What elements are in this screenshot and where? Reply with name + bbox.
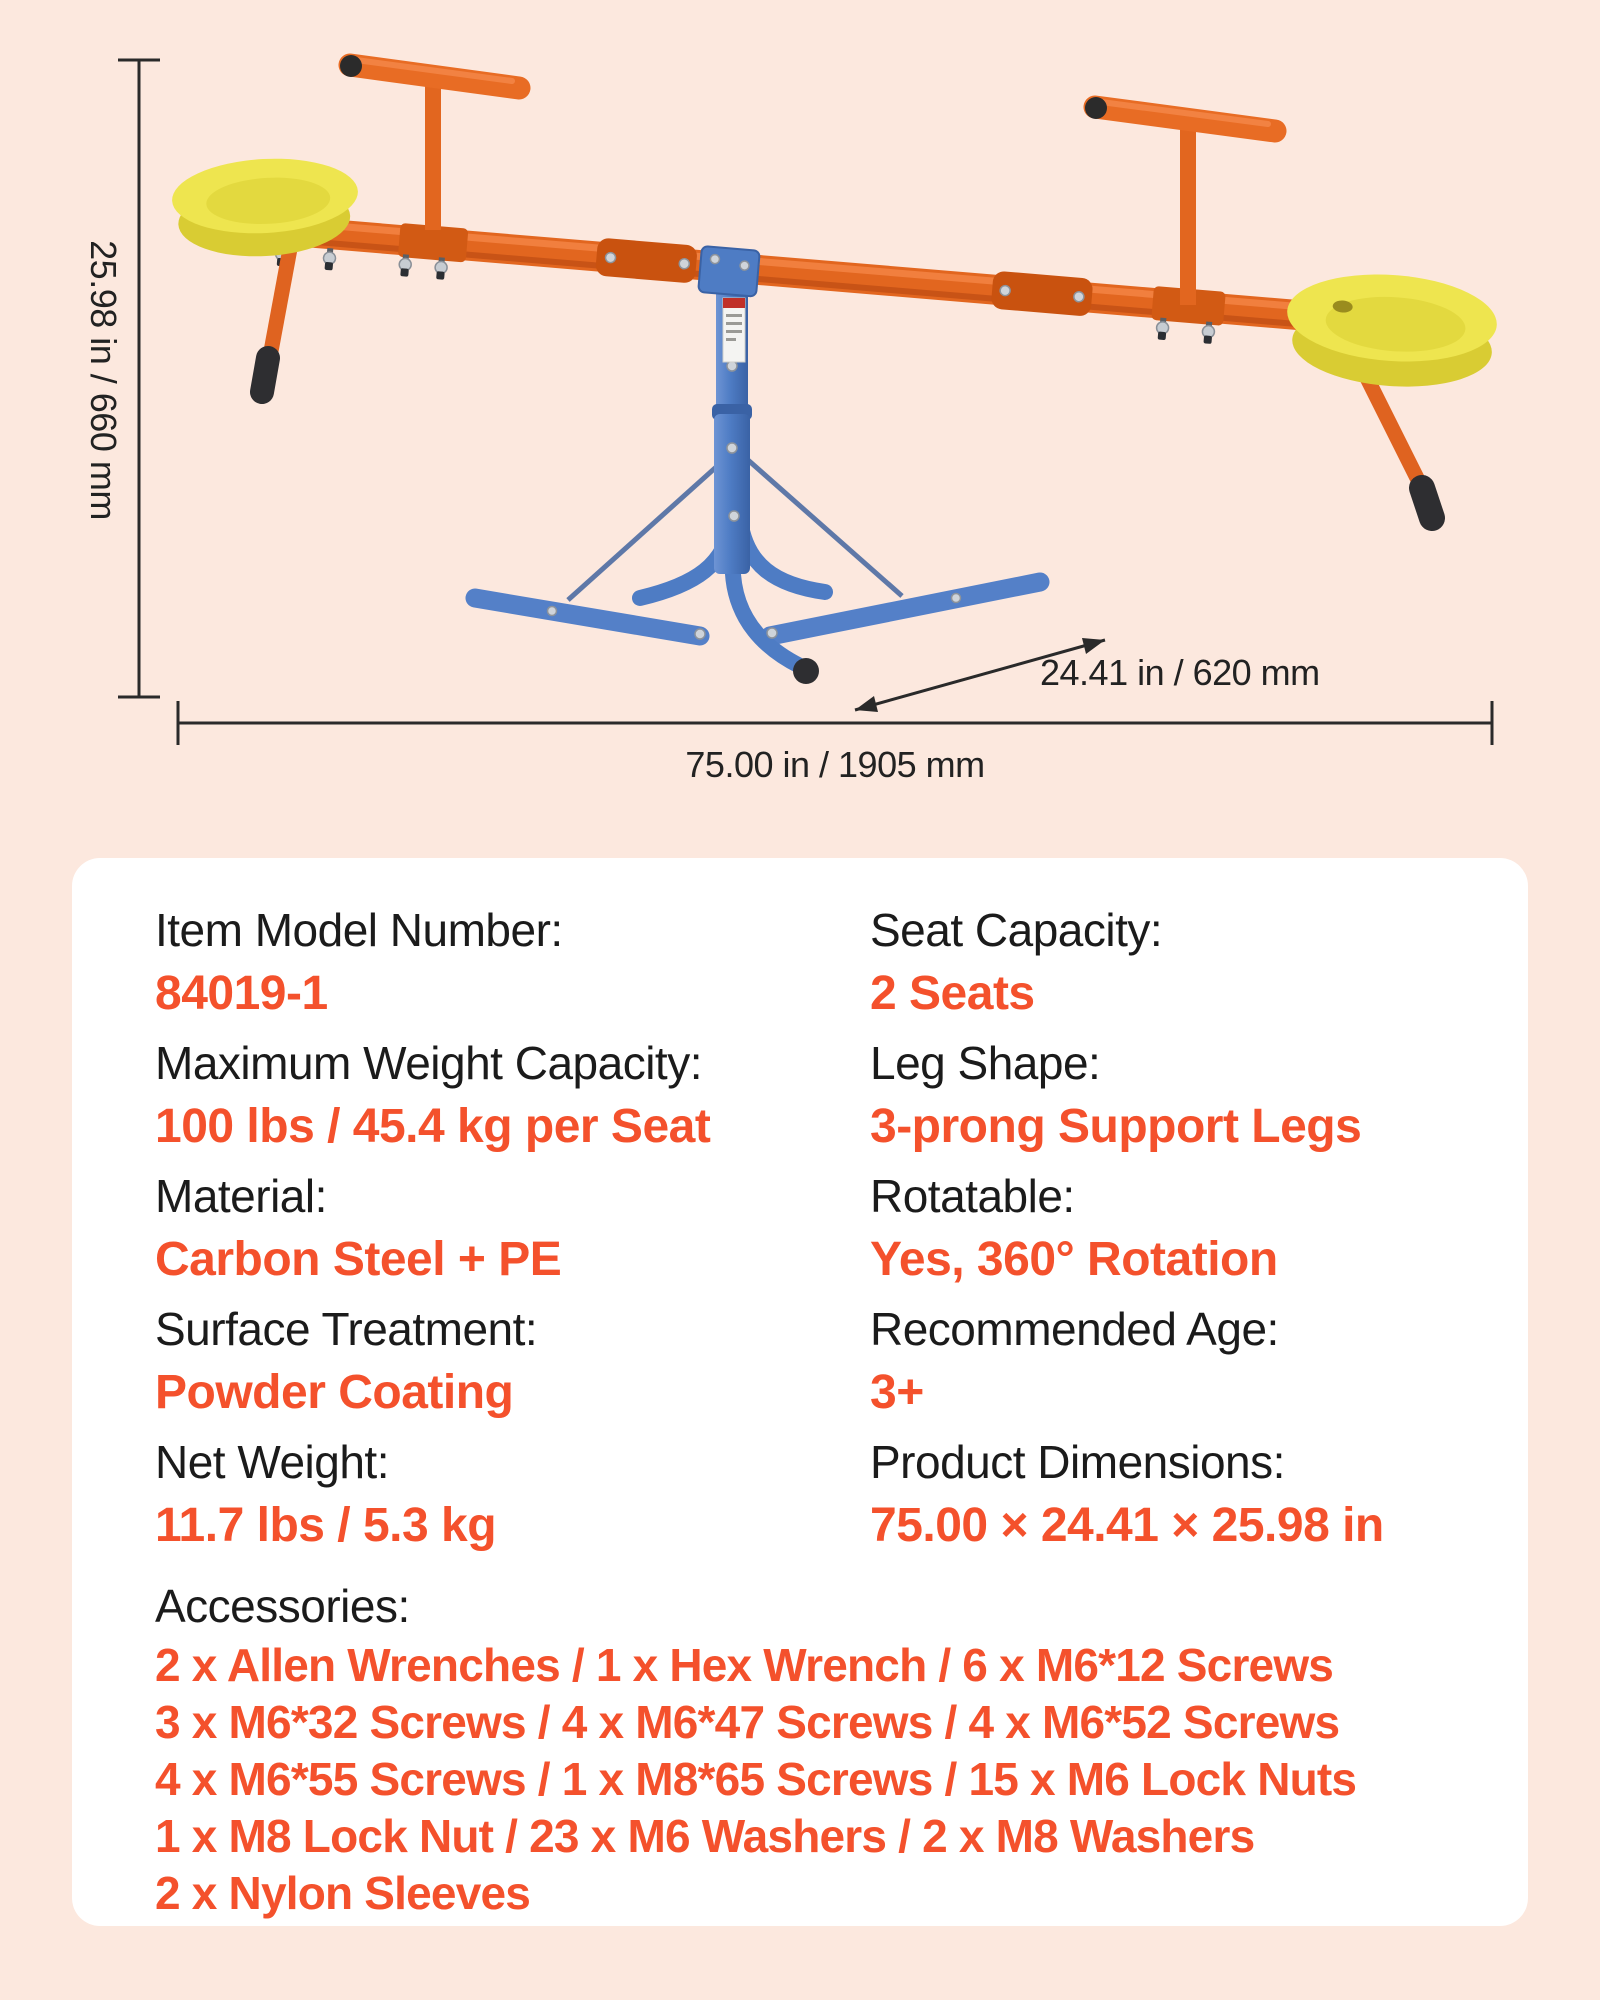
spec-label: Recommended Age: — [870, 1303, 1279, 1355]
base-tripod — [475, 460, 1040, 684]
spec-net-weight — [155, 1430, 870, 1563]
spec-label: Surface Treatment: — [155, 1303, 538, 1355]
spec-value: 75.00 × 24.41 × 25.98 in — [870, 1499, 1384, 1552]
seesaw-beam — [182, 203, 1472, 365]
spec-value: 100 lbs / 45.4 kg per Seat — [155, 1100, 711, 1153]
pivot-post — [712, 282, 752, 574]
accessories-line: 2 x Allen Wrenches / 1 x Hex Wrench / 6 x M6*12 Screws — [155, 1639, 1334, 1691]
spec-label: Item Model Number: — [155, 904, 563, 956]
spec-recommended-age — [870, 1297, 1492, 1430]
spec-label: Maximum Weight Capacity: — [155, 1037, 702, 1089]
spec-label: Material: — [155, 1170, 327, 1222]
height-dimension-line — [118, 60, 160, 697]
accessories-line: 2 x Nylon Sleeves — [155, 1867, 531, 1919]
left-leg — [262, 238, 292, 392]
spec-label: Leg Shape: — [870, 1037, 1101, 1089]
spec-label: Rotatable: — [870, 1170, 1075, 1222]
spec-value: Yes, 360° Rotation — [870, 1233, 1278, 1286]
spec-material — [155, 1164, 870, 1297]
spec-value: 2 Seats — [870, 967, 1035, 1020]
spec-label: Net Weight: — [155, 1436, 389, 1488]
spec-value: 3+ — [870, 1366, 924, 1419]
accessories-section — [155, 1575, 1492, 1922]
spec-value: Carbon Steel + PE — [155, 1233, 562, 1286]
right-handlebar — [1085, 97, 1275, 305]
spec-surface-treatment — [155, 1297, 870, 1430]
seesaw-illustration — [0, 0, 1600, 840]
height-dimension-label: 25.98 in / 660 mm — [83, 240, 124, 520]
right-seat — [1283, 268, 1500, 393]
accessories-line: 1 x M8 Lock Nut / 23 x M6 Washers / 2 x M8 Washers — [155, 1810, 1255, 1862]
spec-grid — [155, 898, 1492, 1563]
spec-value: 11.7 lbs / 5.3 kg — [155, 1499, 497, 1552]
spec-value: 84019-1 — [155, 967, 328, 1020]
spec-max-weight-capacity — [155, 1031, 870, 1164]
spec-label: Seat Capacity: — [870, 904, 1163, 956]
width-dimension-label: 24.41 in / 620 mm — [1040, 652, 1320, 693]
accessories-label: Accessories: — [155, 1580, 410, 1632]
left-handlebar — [340, 55, 519, 230]
spec-label: Product Dimensions: — [870, 1436, 1285, 1488]
spec-leg-shape — [870, 1031, 1492, 1164]
pivot-label — [723, 298, 745, 362]
spec-product-dimensions — [870, 1430, 1492, 1563]
pivot-bracket — [698, 246, 760, 297]
spec-value: 3-prong Support Legs — [870, 1100, 1362, 1153]
length-dimension-label: 75.00 in / 1905 mm — [685, 744, 985, 785]
spec-seat-capacity — [870, 898, 1492, 1031]
spec-value: Powder Coating — [155, 1366, 514, 1419]
length-dimension-line — [178, 701, 1492, 745]
product-figure — [0, 0, 1600, 840]
accessories-line: 3 x M6*32 Screws / 4 x M6*47 Screws / 4 x M6*52 Screws — [155, 1696, 1340, 1748]
spec-rotatable — [870, 1164, 1492, 1297]
accessories-line: 4 x M6*55 Screws / 1 x M8*65 Screws / 15 x M6 Lock Nuts — [155, 1753, 1357, 1805]
spec-card — [72, 858, 1528, 1926]
spec-item-model-number — [155, 898, 870, 1031]
